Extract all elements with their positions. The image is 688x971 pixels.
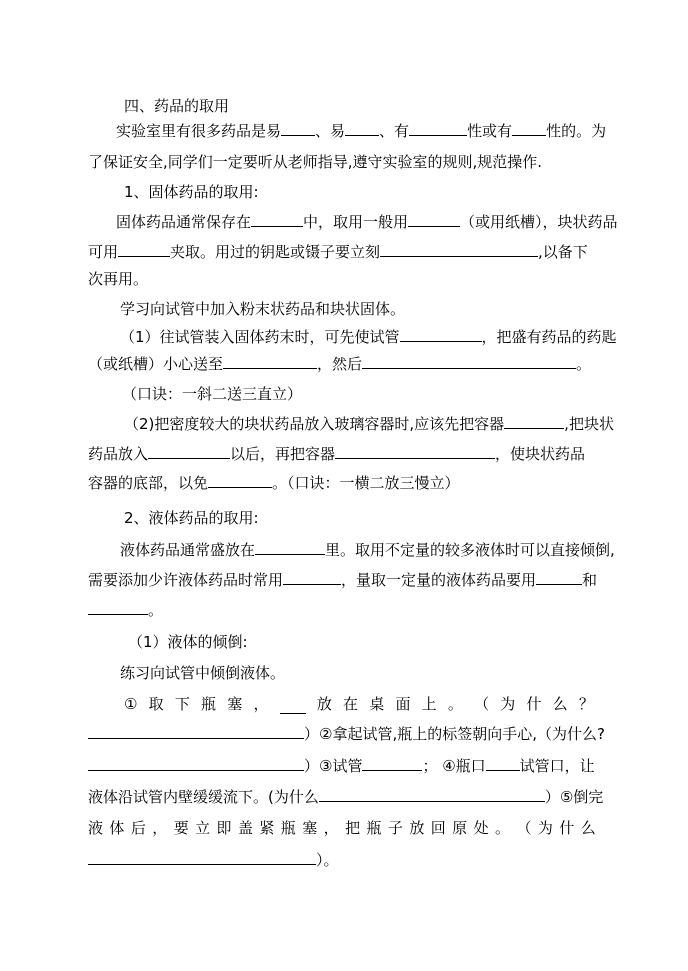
- text: （2)把密度较大的块状药品放入玻璃容器时,应该先把容器: [124, 415, 505, 433]
- spread-char: 么: [552, 695, 568, 713]
- spread-char: 什: [526, 695, 542, 713]
- blank[interactable]: [400, 327, 482, 342]
- intro-text-e: 性的。为: [546, 122, 607, 140]
- spread-char: 在: [343, 695, 359, 713]
- blank[interactable]: [88, 850, 316, 865]
- intro-text-d: 性或有: [467, 122, 513, 140]
- spread-char: 瓶: [201, 695, 217, 713]
- liquid-line-1: [120, 540, 615, 560]
- blank[interactable]: [88, 756, 304, 771]
- text: ）②拿起试管,瓶上的标签朝向手心,（为什么?: [304, 725, 605, 743]
- intro-text-a: 实验室里有很多药品是易: [116, 122, 282, 140]
- blank[interactable]: [88, 600, 148, 615]
- spread-char: 么: [580, 819, 596, 837]
- text: 药品放入: [88, 445, 149, 463]
- text: ）③试管: [304, 757, 363, 775]
- blank[interactable]: [380, 242, 538, 257]
- text: 液体药品通常盛放在: [120, 541, 256, 559]
- text: 里。取用不定量的较多液体时可以直接倾倒,: [325, 541, 615, 559]
- solid-line-3: 次再用。: [88, 270, 149, 288]
- spread-char: 子: [387, 819, 403, 837]
- liquid-line-2: [88, 570, 597, 590]
- solid-practice: 学习向试管中加入粉末状药品和块状固体。: [120, 300, 406, 318]
- spread-char: 为: [537, 819, 553, 837]
- blank[interactable]: [335, 444, 495, 459]
- blank[interactable]: [362, 354, 576, 369]
- spread-char: 放: [316, 695, 332, 713]
- spread-char: ？: [578, 695, 594, 713]
- text: 需要添加少许液体药品时常用: [88, 571, 284, 589]
- blank[interactable]: [536, 570, 582, 585]
- pour-step-5: [88, 818, 596, 838]
- spread-char: 塞: [227, 695, 243, 713]
- spread-char: 把: [345, 819, 361, 837]
- liquid-line-3: [88, 600, 163, 620]
- pour-step-4: [88, 787, 603, 807]
- blank[interactable]: [208, 473, 272, 488]
- text: 固体药品通常保存在: [116, 213, 252, 231]
- blank[interactable]: [251, 212, 303, 227]
- spread-char: 回: [430, 819, 446, 837]
- intro-text-b: 、易: [315, 122, 346, 140]
- text: 。（口诀：一横二放三慢立）: [272, 474, 460, 492]
- spread-char: 瓶: [280, 819, 296, 837]
- blank[interactable]: [409, 121, 467, 136]
- solid-line-1: [116, 212, 618, 232]
- spread-char: 要: [173, 819, 189, 837]
- spread-char: 为: [500, 695, 516, 713]
- blank[interactable]: [283, 570, 341, 585]
- spread-char: 取: [148, 695, 164, 713]
- text: ,以备下: [538, 243, 588, 261]
- blank[interactable]: [223, 354, 317, 369]
- spread-char: （: [516, 819, 532, 837]
- text: 中，取用一般用: [303, 213, 409, 231]
- spread-char: 紧: [259, 819, 275, 837]
- spread-char: 下: [174, 695, 190, 713]
- spread-char: 原: [452, 819, 468, 837]
- blank[interactable]: [148, 444, 230, 459]
- blank[interactable]: [118, 242, 170, 257]
- text: 可用: [88, 243, 119, 261]
- solid-mnemonic-1: （口诀：一斜二送三直立）: [122, 385, 303, 403]
- text: ，然后: [317, 355, 363, 373]
- blank[interactable]: [345, 121, 379, 136]
- intro-line-1: [116, 121, 606, 141]
- spread-char: 放: [409, 819, 425, 837]
- spread-char: 。: [447, 695, 463, 713]
- blank[interactable]: [486, 756, 520, 771]
- text: ）⑤倒完: [544, 788, 604, 806]
- spread-char: 即: [216, 819, 232, 837]
- text: 容器的底部，以免: [88, 474, 209, 492]
- blank[interactable]: [408, 212, 460, 227]
- pour-step-2: [88, 724, 605, 744]
- blank[interactable]: [319, 787, 545, 802]
- solid-q1-line-1: [120, 327, 617, 347]
- solid-heading: 1、固体药品的取用:: [124, 183, 259, 201]
- intro-text-c: 、有: [379, 122, 410, 140]
- text: ）。: [316, 851, 339, 869]
- section-title: 四、药品的取用: [124, 97, 230, 115]
- spread-char: 盖: [237, 819, 253, 837]
- spread-char: 体: [109, 819, 125, 837]
- text: 夹取。用过的钥匙或镊子要立刻: [170, 243, 381, 261]
- spread-char: 瓶: [366, 819, 382, 837]
- blank[interactable]: [280, 699, 306, 714]
- text: （或纸槽）小心送至: [88, 355, 224, 373]
- text: 和: [582, 571, 598, 589]
- solid-q2-line-2: [88, 444, 585, 464]
- pour-step-3: [88, 756, 595, 776]
- spread-char: 什: [559, 819, 575, 837]
- spread-char: （: [474, 695, 490, 713]
- pour-heading: （1）液体的倾倒:: [128, 633, 248, 651]
- text: ； ④瓶口: [422, 757, 486, 775]
- solid-q1-line-2: [88, 354, 591, 374]
- spread-char: 立: [195, 819, 211, 837]
- spread-char: 液: [88, 819, 104, 837]
- blank[interactable]: [281, 121, 315, 136]
- pour-step-1: [124, 694, 594, 714]
- solid-line-2: [88, 242, 588, 262]
- text: ，使块状药品: [495, 445, 586, 463]
- spread-char: 面: [395, 695, 411, 713]
- intro-line-2: 了保证安全,同学们一定要听从老师指导,遵守实验室的规则,规范操作.: [88, 153, 543, 171]
- pour-practice: 练习向试管中倾倒液体。: [120, 664, 286, 682]
- blank[interactable]: [88, 724, 304, 739]
- spread-char: 上: [421, 695, 437, 713]
- text: 。: [148, 601, 164, 619]
- solid-q2-line-1: [124, 414, 614, 434]
- pour-step-6: [88, 850, 339, 870]
- spread-char: ，: [253, 695, 269, 713]
- text: ，把盛有药品的药匙: [481, 328, 617, 346]
- spread-char: ，: [152, 819, 168, 837]
- text: 。: [576, 355, 592, 373]
- spread-char: 塞: [302, 819, 318, 837]
- blank[interactable]: [512, 121, 546, 136]
- blank[interactable]: [255, 540, 325, 555]
- text: 液体沿试管内壁缓缓流下。(为什么: [88, 788, 319, 806]
- spread-char: ①: [124, 695, 138, 713]
- liquid-heading: 2、液体药品的取用:: [124, 509, 259, 527]
- text: 试管口，让: [519, 757, 595, 775]
- spread-char: ，: [323, 819, 339, 837]
- spread-char: 桌: [369, 695, 385, 713]
- text: （或用纸槽），块状药品: [460, 213, 618, 231]
- text: ，量取一定量的液体药品要用: [341, 571, 537, 589]
- spread-char: 。: [495, 819, 511, 837]
- spread-char: 处: [473, 819, 489, 837]
- blank[interactable]: [504, 414, 564, 429]
- spread-char: 后: [130, 819, 146, 837]
- text: （1）往试管装入固体药末时，可先使试管: [120, 328, 400, 346]
- text: 以后，再把容器: [230, 445, 336, 463]
- blank[interactable]: [362, 756, 422, 771]
- text: ,把块状: [564, 415, 614, 433]
- solid-q2-line-3: [88, 473, 460, 493]
